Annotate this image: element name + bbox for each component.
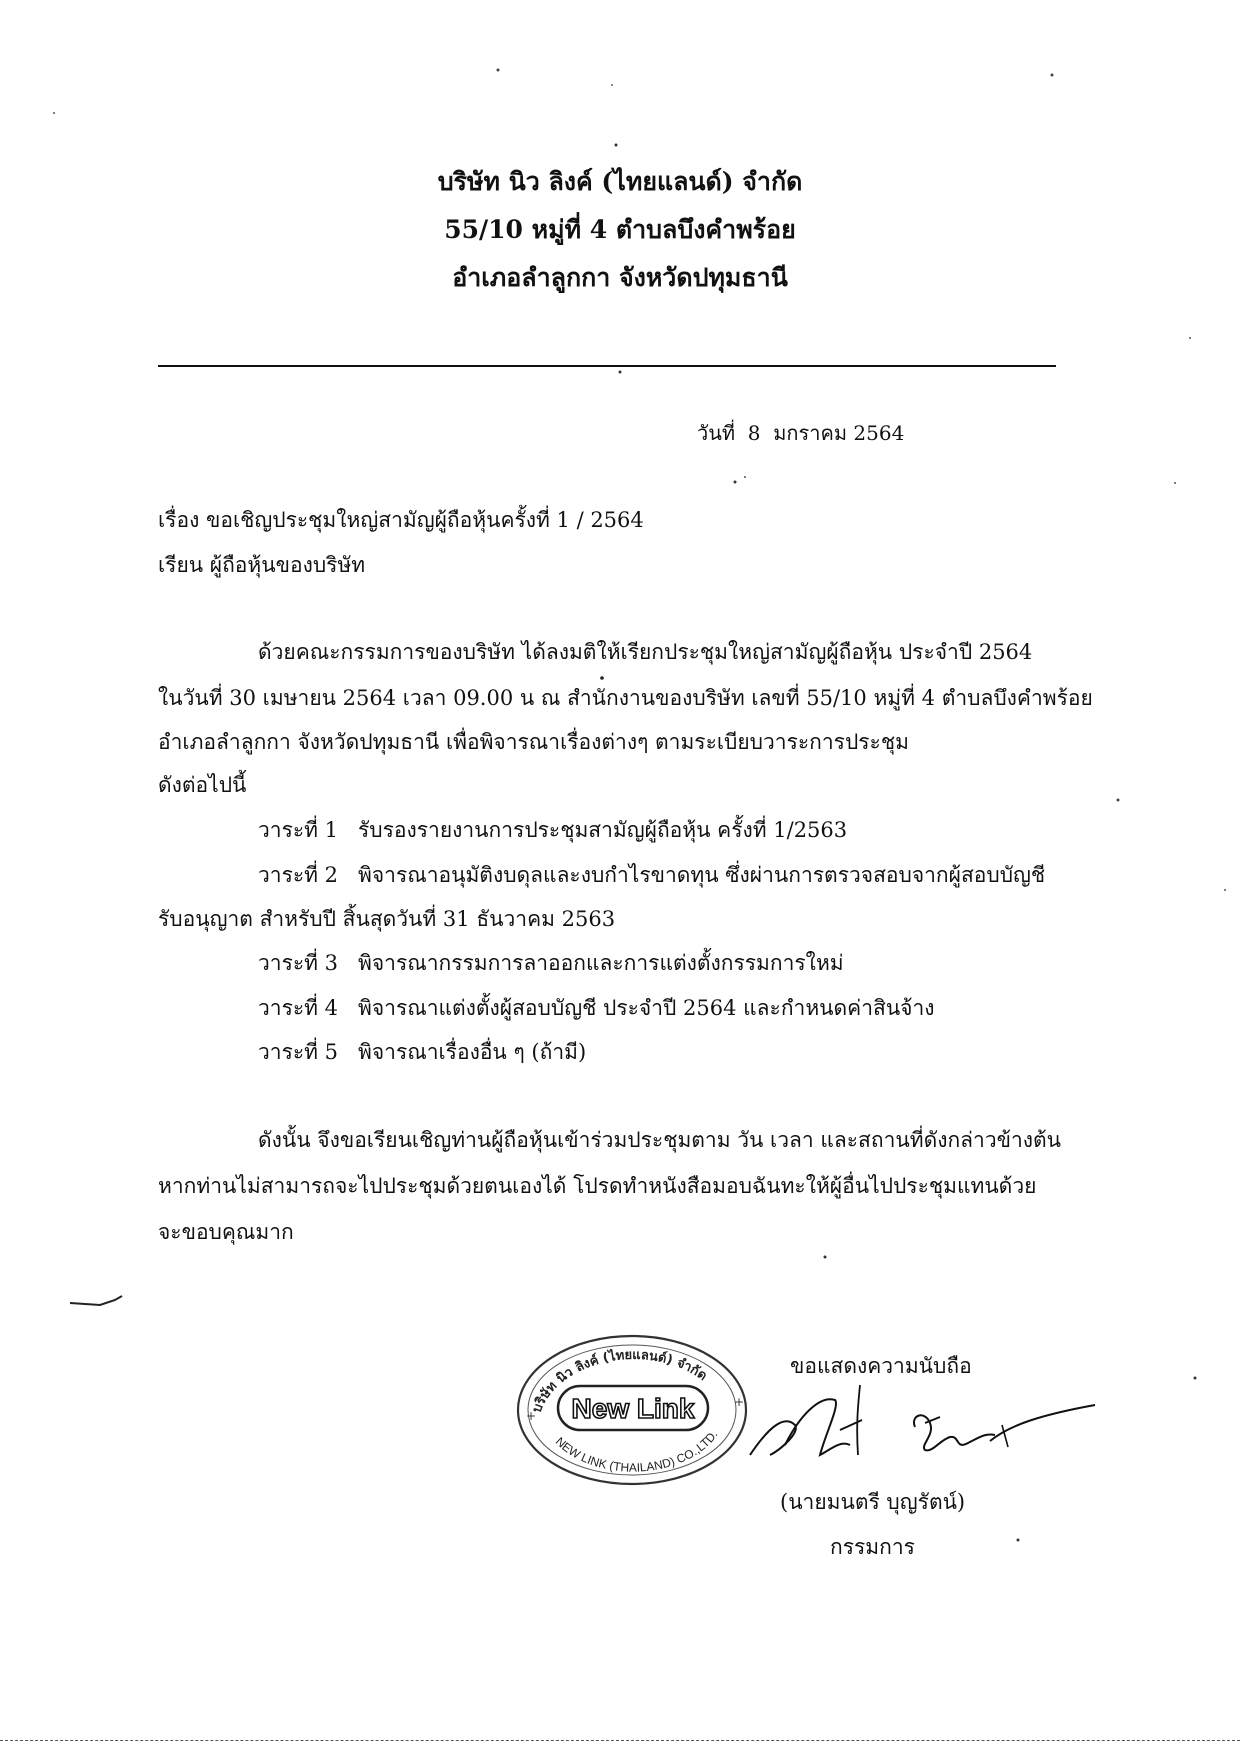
paragraph-2-line-2: หากท่านไม่สามารถจะไปประชุมด้วยตนเองได้ โปรดทำหนังสือมอบฉันทะให้ผู้อื่นไปประชุมแทนด้วย	[158, 1174, 1037, 1198]
recipient-line: เรียน ผู้ถือหุ้นของบริษัท	[158, 553, 366, 577]
stamp-center-text: New Link	[571, 1393, 695, 1424]
agenda-4-label: วาระที่ 4	[258, 996, 339, 1020]
paragraph-1-line-4: ดังต่อไปนี้	[158, 773, 247, 797]
agenda-2-text-continued: รับอนุญาต สำหรับปี สิ้นสุดวันที่ 31 ธันวาคม 2563	[158, 907, 616, 931]
paragraph-1-line-1: ด้วยคณะกรรมการของบริษัท ได้ลงมติให้เรียกประชุมใหญ่สามัญผู้ถือหุ้น ประจำปี 2564	[258, 640, 1033, 664]
agenda-3-label: วาระที่ 3	[258, 951, 339, 975]
letter-date: วันที่ 8 มกราคม 2564	[697, 421, 905, 445]
agenda-3-text: พิจารณากรรมการลาออกและการแต่งตั้งกรรมการใหม่	[358, 951, 844, 975]
agenda-2-text: พิจารณาอนุมัติงบดุลและงบกำไรขาดทุน ซึ่งผ่านการตรวจสอบจากผู้สอบบัญชี	[358, 863, 1046, 887]
address-line-1: 55/10 หมู่ที่ 4 ตำบลบึงคำพร้อย	[444, 215, 796, 244]
signer-name: (นายมนตรี บุญรัตน์)	[780, 1490, 966, 1514]
address-line-2: อำเภอลำลูกกา จังหวัดปทุมธานี	[452, 263, 788, 292]
svg-text:+: +	[526, 1409, 537, 1423]
agenda-1-label: วาระที่ 1	[258, 818, 339, 842]
paragraph-2-line-3: จะขอบคุณมาก	[158, 1220, 294, 1244]
agenda-1-text: รับรองรายงานการประชุมสามัญผู้ถือหุ้น ครั้งที่ 1/2563	[358, 818, 848, 842]
stamp-bottom-arc-text: NEW LINK (THAILAND) CO.,LTD.	[552, 1427, 721, 1475]
closing-line: ขอแสดงความนับถือ	[790, 1354, 972, 1378]
scan-bottom-edge	[0, 1740, 1240, 1741]
stamp-top-arc-text: บริษัท นิว ลิงค์ (ไทยแลนด์) จำกัด	[529, 1347, 710, 1415]
subject-line: เรื่อง ขอเชิญประชุมใหญ่สามัญผู้ถือหุ้นครั้งที่ 1 / 2564	[158, 508, 644, 532]
company-stamp	[510, 1328, 755, 1488]
svg-text:+: +	[734, 1395, 745, 1409]
agenda-5-text: พิจารณาเรื่องอื่น ๆ (ถ้ามี)	[358, 1040, 587, 1064]
letterhead	[0, 158, 1240, 302]
paragraph-1-line-3: อำเภอลำลูกกา จังหวัดปทุมธานี เพื่อพิจารณาเรื่องต่างๆ ตามระเบียบวาระการประชุม	[158, 730, 909, 754]
agenda-4-text: พิจารณาแต่งตั้งผู้สอบบัญชี ประจำปี 2564 และกำหนดค่าสินจ้าง	[358, 996, 935, 1020]
header-divider	[158, 365, 1056, 367]
company-name: บริษัท นิว ลิงค์ (ไทยแลนด์) จำกัด	[437, 167, 803, 196]
paragraph-1-line-2: ในวันที่ 30 เมษายน 2564 เวลา 09.00 น ณ สำนักงานของบริษัท เลขที่ 55/10 หมู่ที่ 4 ตำบลบึงคำพร้อย	[158, 686, 1093, 710]
agenda-5-label: วาระที่ 5	[258, 1040, 339, 1064]
paragraph-2-line-1: ดังนั้น จึงขอเรียนเชิญท่านผู้ถือหุ้นเข้าร่วมประชุมตาม วัน เวลา และสถานที่ดังกล่าวข้างต้น	[258, 1128, 1062, 1152]
signer-title: กรรมการ	[830, 1535, 915, 1559]
agenda-2-label: วาระที่ 2	[258, 863, 339, 887]
